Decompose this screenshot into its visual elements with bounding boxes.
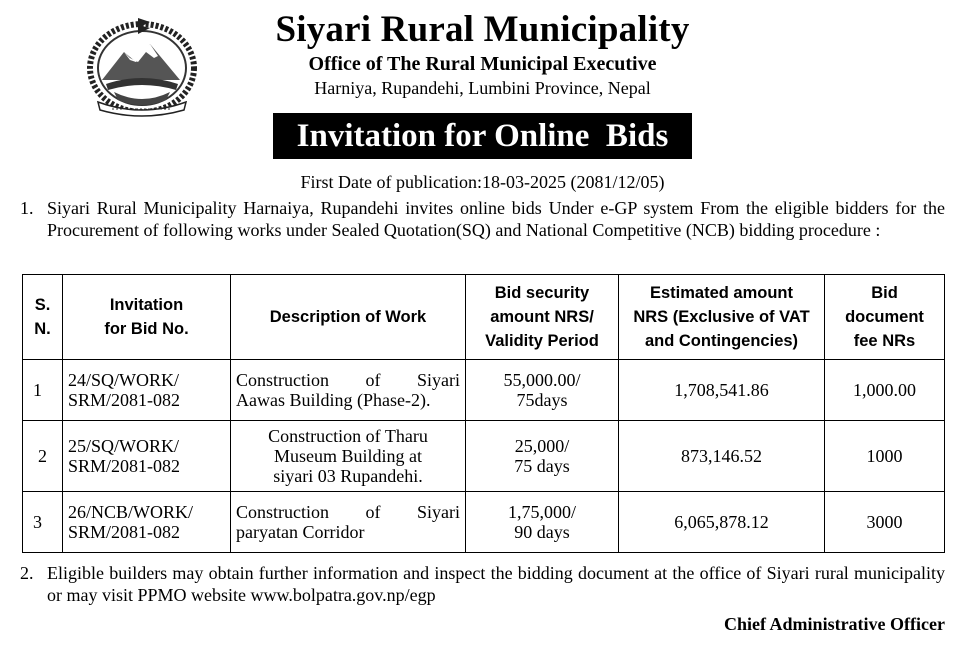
cell-estimate: 6,065,878.12 [619, 492, 825, 553]
security-line: 55,000.00/ [503, 370, 581, 390]
table-row [23, 360, 945, 421]
cell-description [231, 492, 466, 553]
header-invitation [63, 275, 231, 360]
description-line: Construction of Tharu [268, 426, 428, 446]
cell-description [231, 421, 466, 492]
header-line: for Bid No. [104, 320, 189, 338]
cell-sn: 1 [23, 360, 63, 421]
header-line: Invitation [109, 296, 184, 314]
header-line: Bid security [494, 284, 590, 302]
paragraph-2 [20, 562, 945, 606]
cell-security [466, 421, 619, 492]
header-line: and Contingencies) [644, 332, 799, 350]
table-row [23, 492, 945, 553]
banner-container [0, 113, 965, 159]
header-estimate [619, 275, 825, 360]
cell-fee: 1,000.00 [825, 360, 945, 421]
cell-bid-no [63, 360, 231, 421]
security-line: 75days [516, 390, 568, 410]
cell-estimate: 873,146.52 [619, 421, 825, 492]
municipality-title: Siyari Rural Municipality [275, 9, 690, 50]
bid-no-line: SRM/2081-082 [68, 390, 181, 410]
header-line: Description of Work [269, 308, 427, 326]
bids-table [22, 274, 945, 553]
publication-date: First Date of publication:18-03-2025 (2081/12/05) [300, 172, 665, 192]
cell-bid-no [63, 492, 231, 553]
paragraph-1 [20, 197, 945, 241]
bid-no-line: 25/SQ/WORK/ [68, 436, 180, 456]
security-line: 1,75,000/ [507, 502, 576, 522]
paragraph-text: Eligible builders may obtain further information and inspect the bidding document at the office of Siyari rural municipality or may visit PPMO website www.bolpatra.gov.np/egp [47, 563, 945, 605]
letterhead [200, 8, 765, 100]
notice-banner: Invitation for Online Bids [273, 113, 693, 159]
header-line: NRS (Exclusive of VAT [633, 308, 810, 326]
bid-no-line: SRM/2081-082 [68, 456, 181, 476]
security-line: 75 days [514, 456, 570, 476]
paragraph-number: 1. [20, 198, 34, 218]
cell-sn: 3 [23, 492, 63, 553]
header-line: document [845, 308, 924, 326]
table-row [23, 421, 945, 492]
header-description [231, 275, 466, 360]
nepal-government-emblem-icon [84, 14, 200, 118]
cell-estimate: 1,708,541.86 [619, 360, 825, 421]
description-line: paryatan Corridor [236, 522, 365, 542]
cell-sn: 2 [23, 421, 63, 492]
description-line: Museum Building at [274, 446, 422, 466]
header-line: Estimated amount [649, 284, 794, 302]
header-fee [825, 275, 945, 360]
cell-fee: 3000 [825, 492, 945, 553]
table-header-row [23, 275, 945, 360]
header-line: fee NRs [853, 332, 916, 350]
header-security [466, 275, 619, 360]
header-line: N. [34, 320, 51, 338]
bid-no-line: 26/NCB/WORK/ [68, 502, 194, 522]
security-line: 25,000/ [514, 436, 570, 456]
description-line: Aawas Building (Phase-2). [236, 390, 431, 410]
header-line: S. [34, 296, 51, 314]
cell-security [466, 492, 619, 553]
security-line: 90 days [514, 522, 570, 542]
office-address: Harniya, Rupandehi, Lumbini Province, Nepal [314, 78, 651, 98]
description-line: Construction of Siyari [236, 502, 460, 522]
paragraph-number: 2. [20, 563, 34, 583]
header-sn [23, 275, 63, 360]
header-line: Validity Period [485, 332, 599, 350]
description-line: Construction of Siyari [236, 370, 460, 390]
paragraph-text: Siyari Rural Municipality Harnaiya, Rupandehi invites online bids Under e-GP system From the eligible bidders for the Procurement of following works under Sealed Quotation(SQ) and National Competitive (NCB) bidding procedure : [47, 198, 945, 240]
bid-no-line: SRM/2081-082 [68, 522, 181, 542]
cell-bid-no [63, 421, 231, 492]
cell-security [466, 360, 619, 421]
cell-fee: 1000 [825, 421, 945, 492]
description-line: siyari 03 Rupandehi. [273, 466, 423, 486]
cell-description [231, 360, 466, 421]
header-line: amount NRS/ [490, 308, 594, 326]
office-name: Office of The Rural Municipal Executive [308, 53, 657, 75]
signatory-title: Chief Administrative Officer [724, 614, 945, 634]
bid-no-line: 24/SQ/WORK/ [68, 370, 180, 390]
header-line: Bid [871, 284, 898, 302]
